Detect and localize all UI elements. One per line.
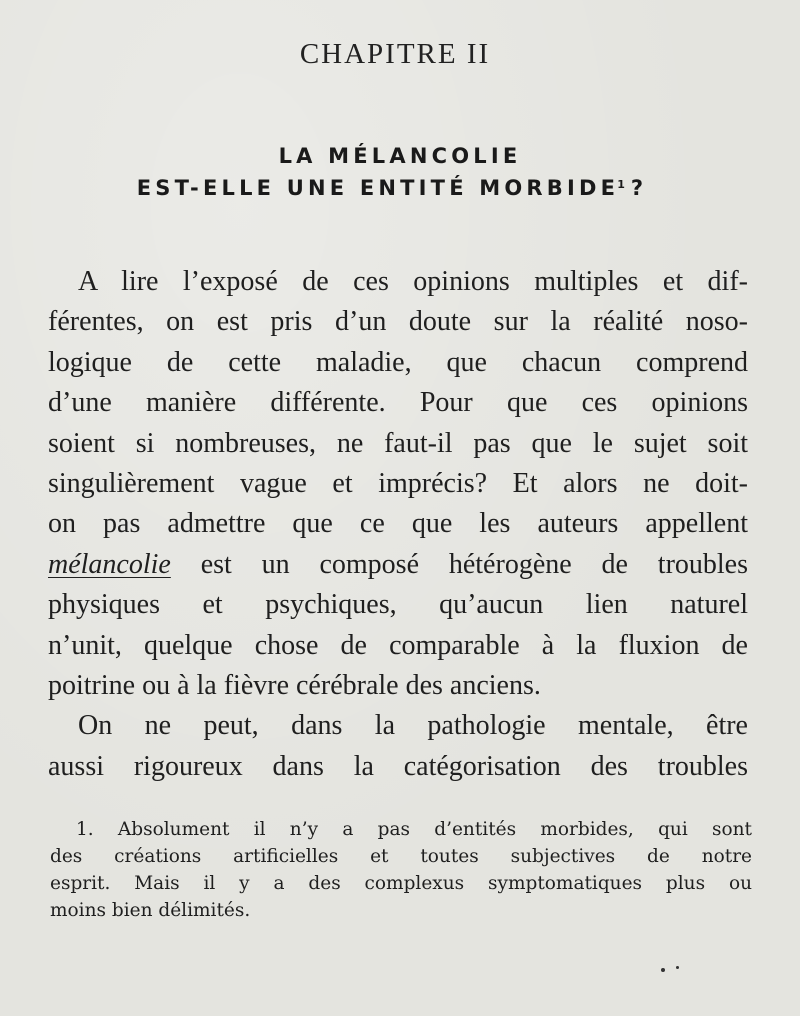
body-line: On ne peut, dans la pathologie mentale, être: [78, 710, 748, 742]
body-line: soient si nombreuses, ne faut-il pas que le sujet soit: [48, 427, 748, 459]
footnote: [50, 816, 752, 924]
heading-question-mark: ?: [630, 176, 648, 200]
footnote-line: moins bien délimités.: [50, 900, 251, 921]
section-heading-line-1: LA MÉLANCOLIE: [278, 144, 522, 168]
print-speck: [661, 968, 665, 972]
body-line-rest: est un composé hétérogène de troubles: [200, 548, 748, 580]
body-line: férentes, on est pris d’un doute sur la réalité noso-: [48, 306, 748, 338]
section-heading-text: EST-ELLE UNE ENTITÉ MORBIDE: [136, 176, 620, 200]
body-line: aussi rigoureux dans la catégorisation des troubles: [48, 750, 748, 782]
body-line: d’une manière différente. Pour que ces opinions: [48, 387, 748, 419]
italic-term: mélancolie: [48, 548, 171, 580]
body-line: logique de cette maladie, que chacun comprend: [48, 346, 748, 378]
body-paragraphs: [48, 262, 748, 787]
chapter-title: CHAPITRE II: [299, 38, 491, 70]
body-line: singulièrement vague et imprécis? Et alors ne doit-: [48, 467, 748, 499]
body-line: on pas admettre que ce que les auteurs appellent: [48, 508, 748, 540]
body-line-with-italic: [48, 545, 748, 585]
body-line: A lire l’exposé de ces opinions multiples et dif-: [78, 266, 748, 297]
body-line: physiques et psychiques, qu’aucun lien naturel: [48, 589, 748, 621]
body-line: poitrine ou à la fièvre cérébrale des anciens.: [48, 669, 541, 701]
footnote-line: des créations artificielles et toutes subjectives de notre: [50, 846, 752, 867]
print-speck: [676, 966, 679, 969]
footnote-reference-marker: 1: [617, 178, 625, 191]
footnote-line: esprit. Mais il y a des complexus symptomatiques plus ou: [50, 873, 752, 894]
section-heading-line-2: [0, 176, 792, 200]
footnote-line: 1. Absolument il n’y a pas d’entités morbides, qui sont: [76, 819, 752, 840]
body-line: n’unit, quelque chose de comparable à la fluxion de: [48, 629, 748, 661]
